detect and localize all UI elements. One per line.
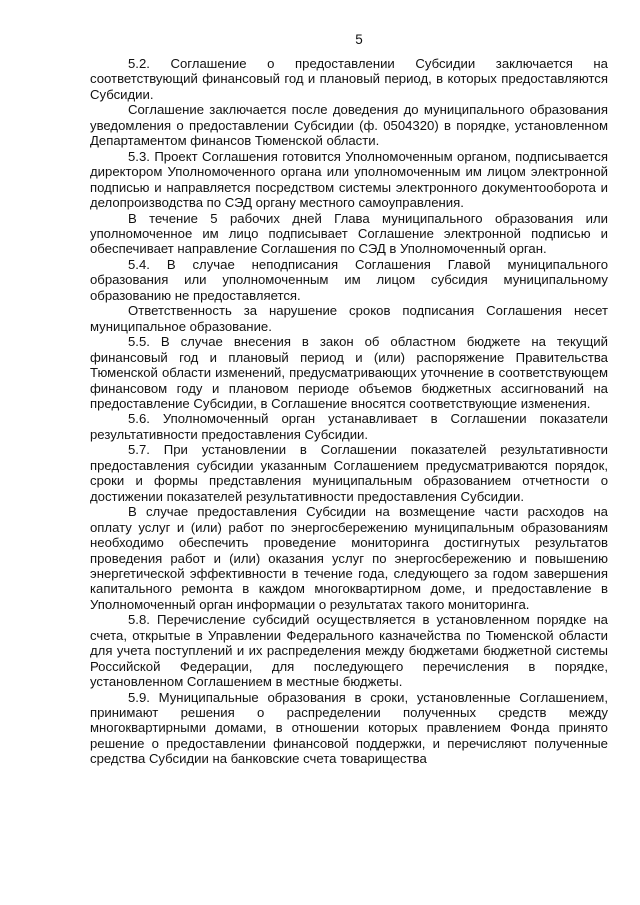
paragraph-5-3: 5.3. Проект Соглашения готовится Уполномоченным органом, подписывается директором Уполномоченного органа или уполномоченным им лицом электронной подписью и направляется посредством системы электронного документооборота и делопроизводства по СЭД органу местного самоуправления. [90,148,608,211]
paragraph-5-4-continuation: Ответственность за нарушение сроков подписания Соглашения несет муниципальное образование. [90,303,608,334]
page-number: 5 [355,32,363,47]
document-body [90,56,608,767]
paragraph-5-2: 5.2. Соглашение о предоставлении Субсидии заключается на соответствующий финансовый год и плановый период, в которых предоставляются Субсидии. [90,56,608,102]
paragraph-5-4: 5.4. В случае неподписания Соглашения Главой муниципального образования или уполномоченным им лицом субсидия муниципальному образованию не предоставляется. [90,256,608,303]
paragraph-5-9: 5.9. Муниципальные образования в сроки, установленные Соглашением, принимают решения о распределении полученных средств между многоквартирными домами, в отношении которых правлением Фонда принято решение о предоставлении финансовой поддержки, и перечисляют полученные средства Субсидии на банковские счета товарищества [90,689,608,767]
paragraph-5-2-continuation: Соглашение заключается после доведения до муниципального образования уведомления о предоставлении Субсидии (ф. 0504320) в порядке, установленном Департаментом финансов Тюменской области. [90,102,608,149]
paragraph-5-7-continuation: В случае предоставления Субсидии на возмещение части расходов на оплату услуг и (или) работ по энергосбережению муниципальным образованиям необходимо обеспечить проведение мониторинга достигнутых результатов проведения работ и (или) оказания услуг по энергосбережению и повышению энергетической эффективности в течение года, следующего за годом завершения капитального ремонта в каждом многоквартирном доме, и предоставление в Уполномоченный орган информации о результатах такого мониторинга. [90,504,608,612]
paragraph-5-3-continuation: В течение 5 рабочих дней Глава муниципального образования или уполномоченное им лицо подписывает Соглашение электронной подписью и обеспечивает направление Соглашения по СЭД в Уполномоченный орган. [90,210,608,257]
paragraph-5-5: 5.5. В случае внесения в закон об областном бюджете на текущий финансовый год и плановый период и (или) распоряжение Правительства Тюменской области изменений, предусматривающих уточнение в соответствующем финансовом году и плановом периоде объемов бюджетных ассигнований на предоставление Субсидии, в Соглашение вносятся соответствующие изменения. [90,334,608,411]
paragraph-5-6: 5.6. Уполномоченный орган устанавливает в Соглашении показатели результативности предоставления Субсидии. [90,411,608,442]
paragraph-5-7: 5.7. При установлении в Соглашении показателей результативности предоставления субсидии указанным Соглашением предусматриваются порядок, сроки и формы представления муниципальным образованием отчетности о достижении показателей результативности предоставления Субсидии. [90,442,608,504]
paragraph-5-8: 5.8. Перечисление субсидий осуществляется в установленном порядке на счета, открытые в Управлении Федерального казначейства по Тюменской области для учета поступлений и их распределения между бюджетами бюджетной системы Российской Федерации, для последующего перечисления в порядке, установленном Соглашением в местные бюджеты. [90,612,608,690]
